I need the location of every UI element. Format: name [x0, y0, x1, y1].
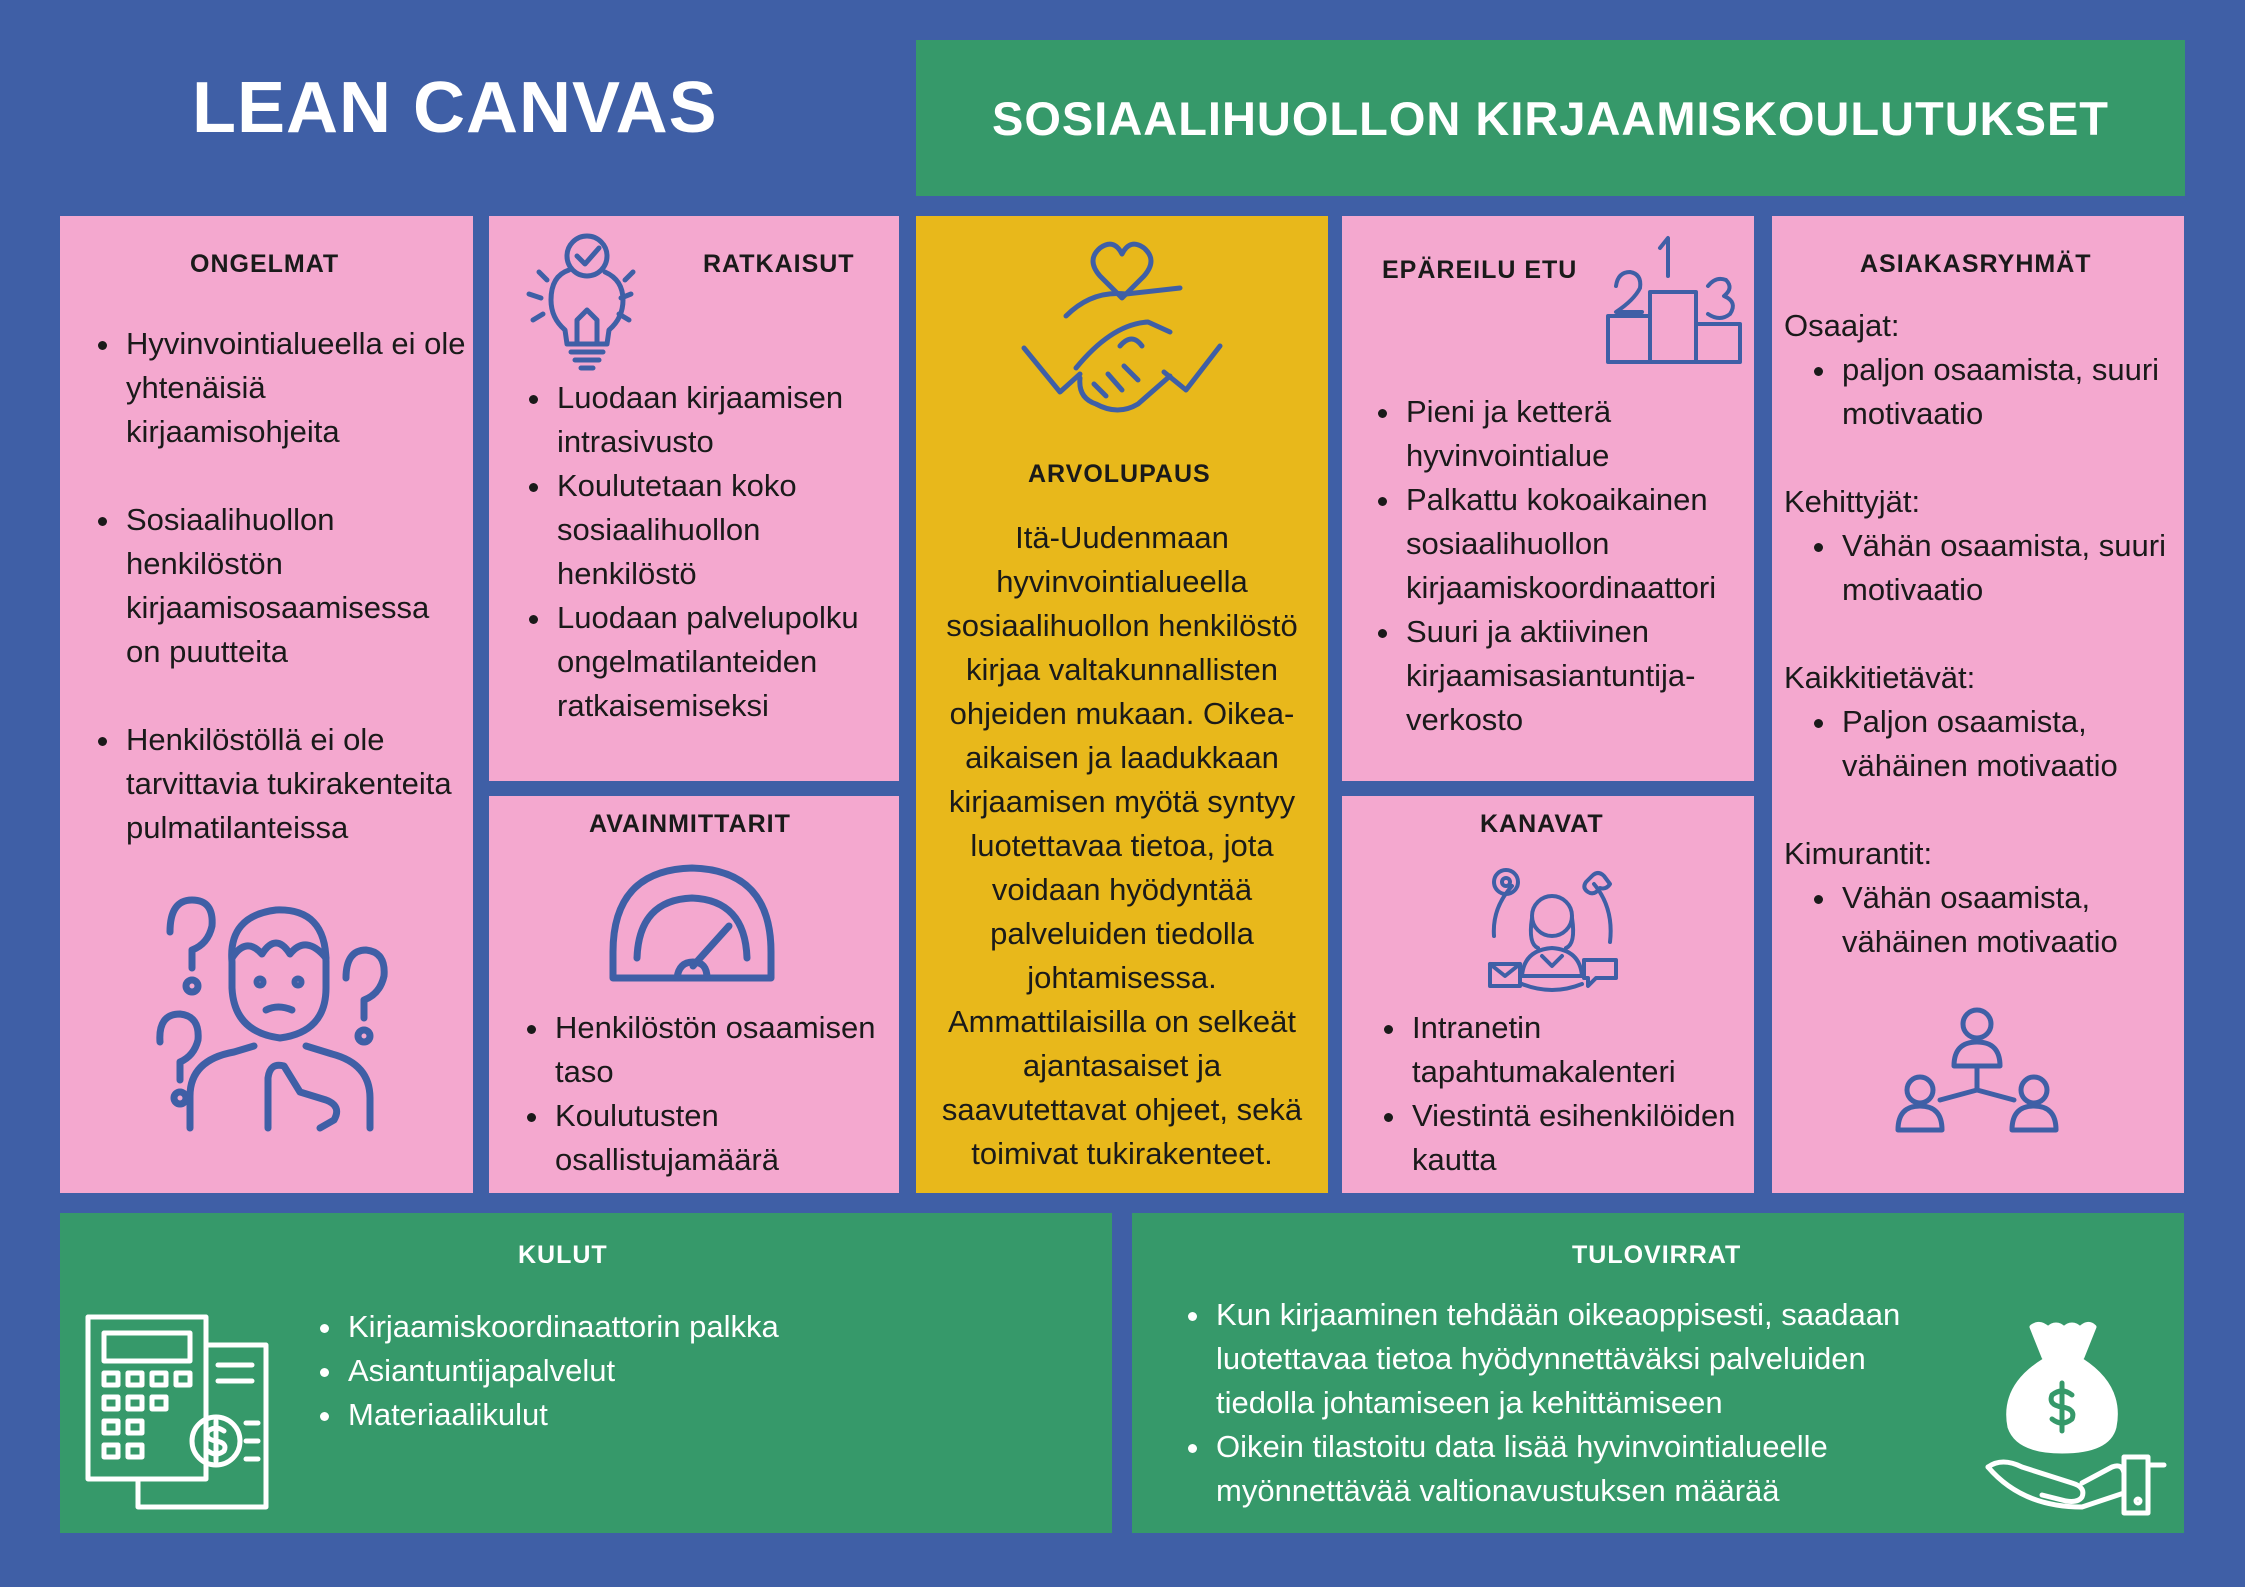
unfair-advantage-heading: EPÄREILU ETU [1382, 256, 1578, 284]
segment-group [1784, 656, 2172, 788]
segment-group [1784, 832, 2172, 964]
list-item: Materiaalikulut [318, 1393, 1078, 1437]
list-item: Vähän osaamista, vähäinen motivaatio [1812, 876, 2172, 964]
list-item: Luodaan palvelupolku ongelmatilanteiden ratkaisemiseksi [527, 596, 895, 728]
list-item: Kirjaamiskoordinaattorin palkka [318, 1305, 1078, 1349]
value-proposition-box [916, 216, 1328, 1193]
list-item: Viestintä esihenkilöiden kautta [1382, 1094, 1750, 1182]
confused-person-icon [150, 892, 400, 1132]
solutions-box [489, 216, 899, 781]
list-item: Oikein tilastoitu data lisää hyvinvointialueelle myönnettävää valtionavustuksen määrää [1186, 1425, 1926, 1513]
problems-box [60, 216, 473, 1193]
segment-label: Osaajat: [1784, 308, 1900, 343]
calculator-invoice-icon [82, 1311, 272, 1511]
segment-label: Kimurantit: [1784, 836, 1933, 871]
unfair-advantage-box [1342, 216, 1754, 781]
list-item: Koulutusten osallistujamäärä [525, 1094, 895, 1182]
segment-list [1784, 700, 2172, 788]
revenue-streams-heading: TULOVIRRAT [1572, 1241, 1742, 1269]
list-item: Pieni ja ketterä hyvinvointialue [1376, 390, 1746, 478]
segment-group [1784, 304, 2172, 436]
canvas-subtitle: SOSIAALIHUOLLON KIRJAAMISKOULUTUKSET [992, 91, 2109, 145]
problems-list [96, 322, 468, 850]
channels-heading: KANAVAT [1480, 810, 1604, 838]
segment-list [1784, 348, 2172, 436]
problems-heading: ONGELMAT [190, 250, 340, 278]
list-item: Luodaan kirjaamisen intrasivusto [527, 376, 895, 464]
segment-list [1784, 876, 2172, 964]
value-proposition-text: Itä-Uudenmaan hyvinvointialueella sosiaalihuollon henkilöstö kirjaa valtakunnallisten ohjeiden mukaan. Oikea-aikaisen ja laadukkaan kirjaamisen myötä syntyy luotettavaa tietoa, jota voidaan hyödyntää palveluiden tiedolla johtamisessa. Ammattilaisilla on selkeät ajantasaiset ja saavutettavat ohjeet, sekä toimivat tukirakenteet. [941, 520, 1303, 1171]
key-metrics-box [489, 796, 899, 1193]
customer-segments-box [1772, 216, 2184, 1193]
list-item: Suuri ja aktiivinen kirjaamisasiantuntija-verkosto [1376, 610, 1746, 742]
contact-channels-icon [1482, 860, 1622, 1000]
list-item: Koulutetaan koko sosiaalihuollon henkilöstö [527, 464, 895, 596]
list-item: Intranetin tapahtumakalenteri [1382, 1006, 1750, 1094]
list-item: Henkilöstöllä ei ole tarvittavia tukirakenteita pulmatilanteissa [96, 718, 468, 850]
segment-list [1784, 524, 2172, 612]
revenue-streams-list [1186, 1293, 1926, 1513]
solutions-heading: RATKAISUT [703, 250, 855, 278]
list-item: paljon osaamista, suuri motivaatio [1812, 348, 2172, 436]
list-item: Paljon osaamista, vähäinen motivaatio [1812, 700, 2172, 788]
customer-segments-heading: ASIAKASRYHMÄT [1860, 250, 2092, 278]
page-title: LEAN CANVAS [192, 68, 718, 148]
channels-list [1382, 1006, 1750, 1182]
solutions-list [527, 376, 895, 728]
revenue-streams-box [1132, 1213, 2184, 1533]
unfair-advantage-list [1376, 390, 1746, 742]
podium-icon [1604, 230, 1744, 366]
list-item: Palkattu kokoaikainen sosiaalihuollon kirjaamiskoordinaattori [1376, 478, 1746, 610]
list-item: Henkilöstön osaamisen taso [525, 1006, 895, 1094]
channels-box [1342, 796, 1754, 1193]
canvas-subtitle-banner [916, 40, 2185, 196]
list-item: Vähän osaamista, suuri motivaatio [1812, 524, 2172, 612]
key-metrics-heading: AVAINMITTARIT [589, 810, 791, 838]
gauge-icon [607, 862, 777, 986]
list-item: Asiantuntijapalvelut [318, 1349, 1078, 1393]
segment-label: Kaikkitietävät: [1784, 660, 1976, 695]
list-item: Sosiaalihuollon henkilöstön kirjaamisosaamisessa on puutteita [96, 498, 468, 674]
money-bag-hand-icon [1982, 1317, 2168, 1517]
cost-structure-box [60, 1213, 1112, 1533]
segment-label: Kehittyjät: [1784, 484, 1921, 519]
key-metrics-list [525, 1006, 895, 1182]
segment-group [1784, 480, 2172, 612]
list-item: Hyvinvointialueella ei ole yhtenäisiä kirjaamisohjeita [96, 322, 468, 454]
value-proposition-heading: ARVOLUPAUS [1028, 460, 1211, 488]
lightbulb-check-icon [525, 228, 637, 376]
user-network-icon [1892, 1004, 2062, 1136]
handshake-heart-icon [1020, 228, 1224, 428]
cost-structure-list [318, 1305, 1078, 1437]
cost-structure-heading: KULUT [518, 1241, 608, 1269]
list-item: Kun kirjaaminen tehdään oikeaoppisesti, saadaan luotettavaa tietoa hyödynnettäväksi palveluiden tiedolla johtamiseen ja kehittämiseen [1186, 1293, 1926, 1425]
